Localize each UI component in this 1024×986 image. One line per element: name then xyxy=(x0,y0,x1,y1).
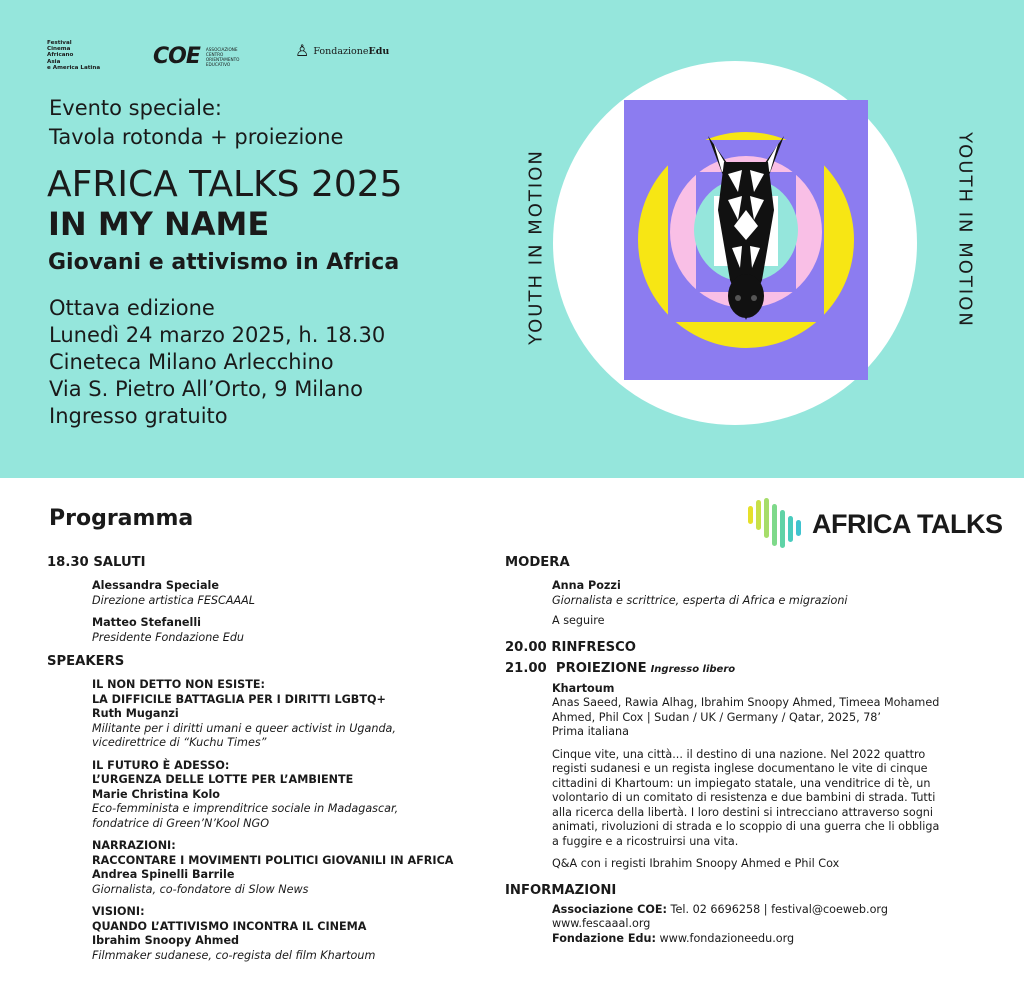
event-intro xyxy=(49,94,343,152)
film-credits: Ahmed, Phil Cox | Sudan / UK / Germany / Qatar, 2025, 78’ xyxy=(552,710,881,724)
speaker-item xyxy=(92,759,487,832)
africa-talks-bars-icon xyxy=(748,498,804,550)
vertical-slogan-right: YOUTH IN MOTION xyxy=(954,132,976,328)
event-details xyxy=(49,295,385,430)
talk-title: QUANDO L’ATTIVISMO INCONTRA IL CINEMA xyxy=(92,919,367,933)
fescaaal-website: www.fescaaal.org xyxy=(552,917,651,930)
talk-title: L’URGENZA DELLE LOTTE PER L’AMBIENTE xyxy=(92,773,354,786)
africa-talks-logo xyxy=(748,498,1002,550)
zebra-artwork xyxy=(624,100,868,380)
event-tagline: Giovani e attivismo in Africa xyxy=(48,250,400,275)
speaker-item xyxy=(92,678,487,751)
speaker-item xyxy=(92,905,487,963)
free-entry-tag: Ingresso libero xyxy=(650,663,736,675)
speaker-role: Eco-femminista e imprenditrice sociale in Madagascar, xyxy=(92,802,399,815)
intro-line: Tavola rotonda + proiezione xyxy=(49,125,344,149)
film-premiere: Prima italiana xyxy=(552,725,629,738)
event-entry: Ingresso gratuito xyxy=(49,404,228,428)
speakers-heading: SPEAKERS xyxy=(47,654,125,669)
africa-talks-logo-text: AFRICA TALKS xyxy=(812,508,1003,539)
person-name: Alessandra Speciale xyxy=(92,579,219,592)
film-title: Khartoum xyxy=(552,681,615,695)
talk-title: IL FUTURO È ADESSO: xyxy=(92,758,230,772)
talk-title: RACCONTARE I MOVIMENTI POLITICI GIOVANILI IN AFRICA xyxy=(92,853,454,867)
talk-title: IL NON DETTO NON ESISTE: xyxy=(92,678,265,691)
coe-logo xyxy=(153,44,252,69)
coe-logo-mark: COE xyxy=(153,44,200,69)
fondazione-edu-name: FondazioneEdu xyxy=(313,45,390,57)
festival-logo: Festival Cinema Africano Asia e America Latina xyxy=(47,40,101,71)
program-left-column xyxy=(47,554,487,963)
film-credits: Anas Saeed, Rawia Alhag, Ibrahim Snoopy Ahmed, Timeea Mohamed xyxy=(552,696,940,709)
program-title: Programma xyxy=(49,506,194,531)
proiezione-heading: 21.00 PROIEZIONE Ingresso libero xyxy=(505,660,736,676)
speaker-name: Ibrahim Snoopy Ahmed xyxy=(92,934,240,947)
shovel-icon: ♙ xyxy=(295,41,310,60)
event-address: Via S. Pietro All’Orto, 9 Milano xyxy=(49,377,364,401)
speaker-name: Ruth Muganzi xyxy=(92,707,179,720)
saluti-heading: 18.30 SALUTI xyxy=(47,555,146,570)
fondazione-edu-logo xyxy=(295,43,389,59)
speaker-role: Giornalista, co-fondatore di Slow News xyxy=(92,882,309,896)
talk-title: LA DIFFICILE BATTAGLIA PER I DIRITTI LGBTQ+ xyxy=(92,692,386,706)
speaker-name: Marie Christina Kolo xyxy=(92,787,220,801)
person-role: Presidente Fondazione Edu xyxy=(92,630,245,644)
speaker-name: Andrea Spinelli Barrile xyxy=(92,868,235,881)
speaker-role: Filmmaker sudanese, co-regista del film Khartoum xyxy=(92,948,376,962)
informazioni-heading: INFORMAZIONI xyxy=(505,882,617,898)
film-qa: Q&A con i registi Ibrahim Snoopy Ahmed e Phil Cox xyxy=(552,857,840,870)
vertical-slogan-left: YOUTH IN MOTION xyxy=(525,149,547,345)
moderator-name: Anna Pozzi xyxy=(552,579,621,592)
speaker-role: fondatrice di Green’N’Kool NGO xyxy=(92,816,270,830)
film-details xyxy=(552,682,975,872)
event-date: Lunedì 24 marzo 2025, h. 18.30 xyxy=(49,323,386,347)
film-synopsis: Cinque vite, una città... il destino di una nazione. Nel 2022 quattro registi sudanesi e un regista inglese documentano le vite di cinque cittadini di Khartoum: un impiegato statale, una venditrice di tè, un volontario di un comitato di resistenza e due bambini di strada. Tutti alla ricerca della libertà. I loro destini si intrecciano attraverso sogni animati, rivoluzioni di strada e lo scoppio di una guerra che li obbliga a fuggire e a ricostruirsi una vita. xyxy=(552,747,940,848)
speaker-item xyxy=(92,839,487,897)
intro-line: Evento speciale: xyxy=(49,96,222,120)
coe-logo-text: ASSOCIAZIONE CENTRO ORIENTAMENTO EDUCATIVO xyxy=(205,46,240,67)
moderator-role: Giornalista e scrittrice, esperta di Africa e migrazioni xyxy=(552,593,848,607)
hero-section xyxy=(0,0,1024,478)
event-edition: Ottava edizione xyxy=(49,296,215,320)
saluti-person xyxy=(92,579,487,608)
speaker-role: Militante per i diritti umani e queer activist in Uganda, xyxy=(92,721,396,735)
event-subtitle: IN MY NAME xyxy=(48,205,270,243)
contact-info xyxy=(552,903,975,947)
talk-title: NARRAZIONI: xyxy=(92,839,176,852)
speaker-role: vicedirettrice di “Kuchu Times” xyxy=(92,736,267,749)
event-venue: Cineteca Milano Arlecchino xyxy=(49,350,334,374)
moderator xyxy=(552,579,975,629)
rinfresco-heading: 20.00 RINFRESCO xyxy=(505,639,636,655)
coe-contacts: Associazione COE: Tel. 02 6696258 | festival@coeweb.org xyxy=(552,902,888,916)
next-note: A seguire xyxy=(552,614,605,627)
saluti-person xyxy=(92,616,487,645)
program-right-column xyxy=(505,554,975,946)
modera-heading: MODERA xyxy=(505,555,570,570)
talk-title: VISIONI: xyxy=(92,905,145,918)
edu-contacts: Fondazione Edu: www.fondazioneedu.org xyxy=(552,931,795,945)
person-name: Matteo Stefanelli xyxy=(92,616,202,629)
person-role: Direzione artistica FESCAAAL xyxy=(92,593,256,607)
event-title: AFRICA TALKS 2025 xyxy=(47,164,403,205)
